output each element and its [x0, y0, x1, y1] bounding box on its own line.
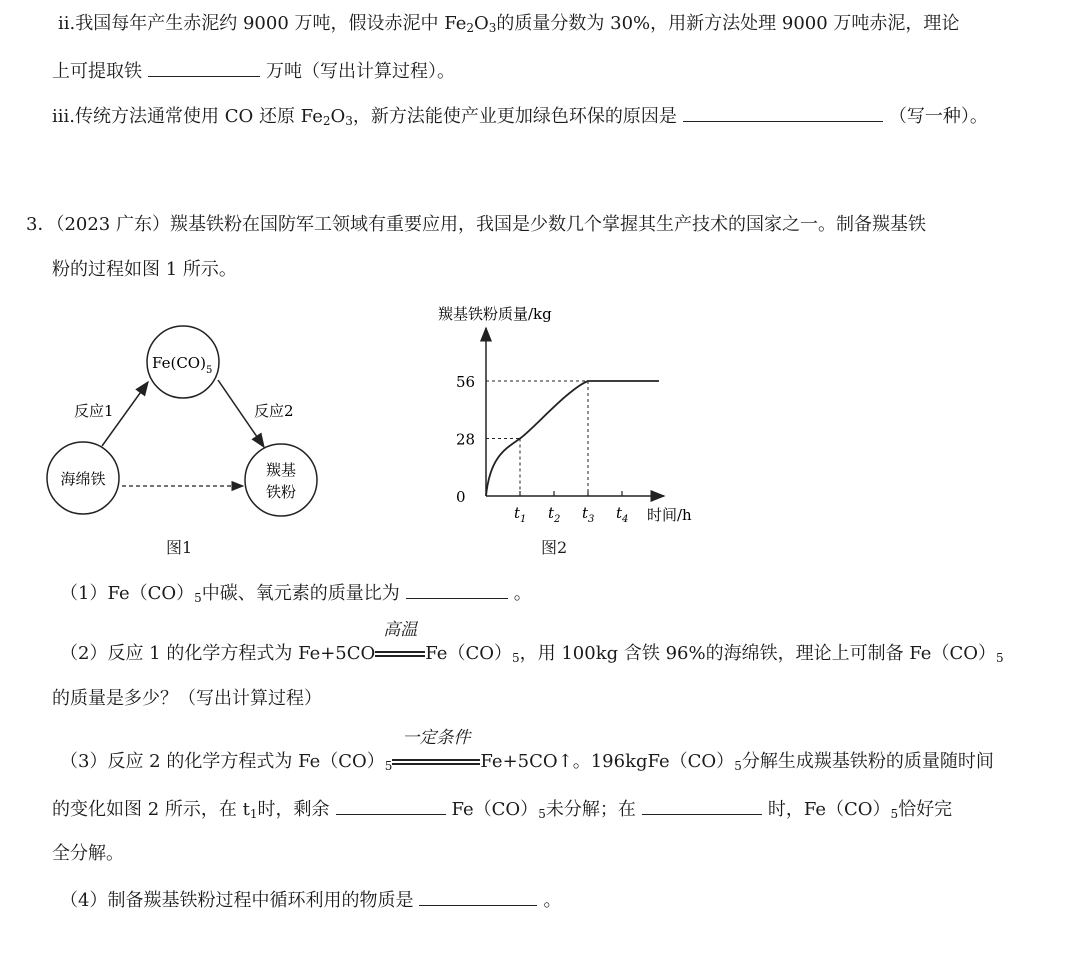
figure2-caption: 图2 [541, 538, 568, 557]
answer-blank-iii[interactable] [683, 103, 883, 122]
q3-part4: （4）制备羰基铁粉过程中循环利用的物质是 。 [60, 887, 561, 913]
fe2o3-formula: $_2O_3$ [466, 13, 497, 35]
x-tick-label-t4: $t_4$ [616, 504, 629, 525]
equation-condition-high-temp: 高温 [375, 642, 425, 666]
node-sponge-iron-label: 海绵铁 [60, 470, 106, 488]
q2-iii-line: ⅲ.传统方法通常使用 CO 还原 $Fe_2O_3$，新方法能使产业更加绿色环保的原因是 （写一种）。 [52, 103, 988, 129]
equation-condition-certain: 一定条件 [392, 750, 480, 774]
figure2-chart [420, 298, 720, 528]
answer-blank-ii[interactable] [148, 58, 260, 77]
figure1-diagram [40, 320, 330, 530]
y-tick-label-0: 0 [456, 488, 466, 506]
node-fe-co5-label: $Fe(CO)_5$ [152, 354, 213, 376]
answer-blank-part1[interactable] [406, 580, 508, 599]
answer-blank-time[interactable] [642, 796, 762, 815]
q3-intro-line2: 粉的过程如图 1 所示。 [52, 259, 237, 280]
x-tick-label-t1: $t_1$ [514, 504, 527, 525]
x-tick-label-t3: $t_3$ [582, 504, 595, 525]
reaction2-label: 反应2 [254, 402, 294, 420]
q3-part3-line2: 的变化如图 2 所示，在 $t_1$时，剩余 $Fe(CO)_5$未分解；在 时，$Fe(CO)_5$恰好完 [52, 796, 952, 822]
y-axis-label: 羰基铁粉质量/kg [438, 305, 552, 323]
reaction1-label: 反应1 [74, 402, 114, 420]
answer-blank-part4[interactable] [419, 887, 537, 906]
node-carbonyl-iron-powder [245, 444, 317, 516]
q3-part3-line1: （3）反应 2 的化学方程式为 $Fe(CO)_5$ 一定条件 Fe+5CO↑。$196kgFe(CO)_5$分解生成羰基铁粉的质量随时间 [60, 728, 994, 773]
node-carbonyl-label-line1: 羰基 [265, 461, 297, 479]
answer-blank-remaining[interactable] [336, 796, 446, 815]
q3-part1: $(1)Fe(CO)_5$中碳、氧元素的质量比为 。 [60, 580, 532, 606]
figure1-caption: 图1 [166, 538, 193, 557]
node-carbonyl-label-line2: 铁粉 [265, 483, 297, 501]
q2-ii-line1: ⅱ.我国每年产生赤泥约 9000 万吨，假设赤泥中 $Fe_2O_3$的质量分数为 30%，用新方法处理 9000 万吨赤泥，理论 [58, 13, 960, 35]
y-tick-label-28: 28 [456, 430, 476, 449]
q3-part2-line1: （2）反应 1 的化学方程式为 Fe+5CO 高温 $Fe(CO)_5$，用 100kg 含铁 96%的海绵铁，理论上可制备 $Fe(CO)_5$ [60, 620, 1004, 665]
x-tick-label-t2: $t_2$ [548, 504, 561, 525]
q3-part3-line3: 全分解。 [52, 843, 124, 864]
y-tick-label-56: 56 [456, 373, 476, 391]
question-number: 3． [26, 214, 56, 235]
q2-ii-line2: 上可提取铁 万吨（写出计算过程）。 [52, 58, 455, 84]
q3-intro-line1: 3．（2023 广东）羰基铁粉在国防军工领域有重要应用，我国是少数几个掌握其生产技术的国家之一。制备羰基铁 [26, 214, 926, 235]
q3-part2-line2: 的质量是多少？（写出计算过程） [52, 688, 322, 709]
x-axis-label: 时间/h [647, 506, 692, 524]
